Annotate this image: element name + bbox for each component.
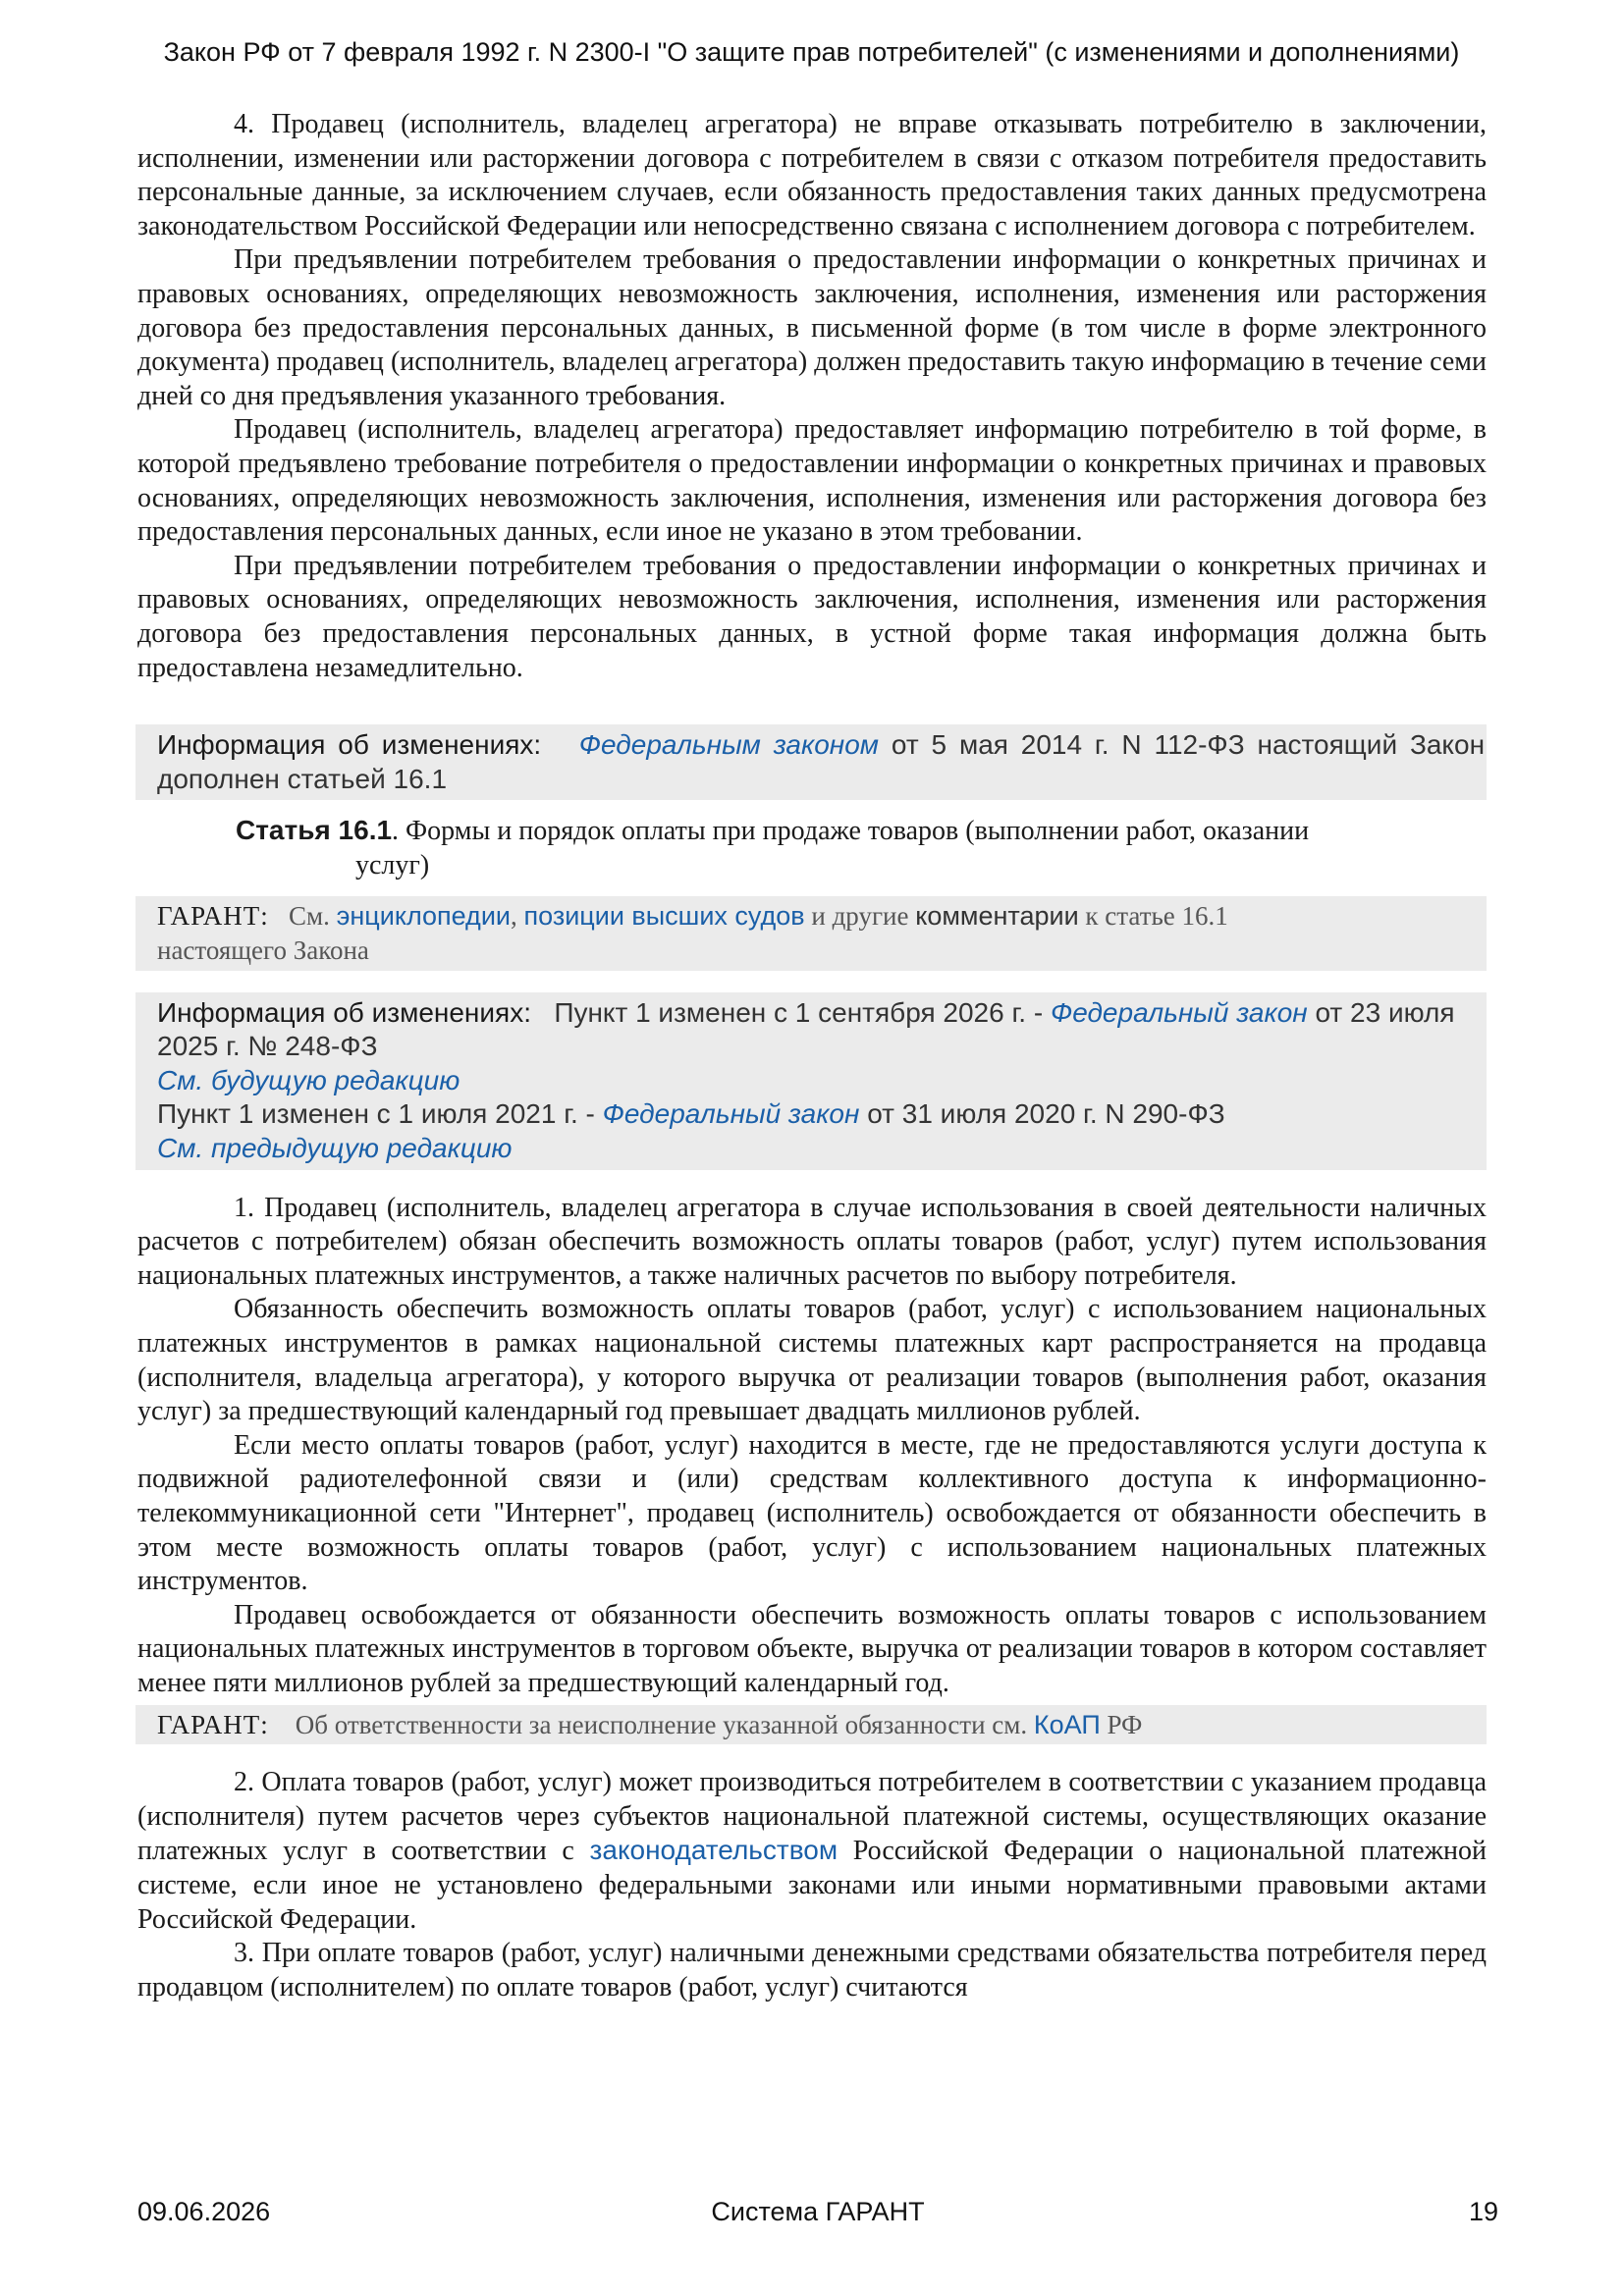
garant-tail: к статье 16.1 [1085, 901, 1228, 932]
paragraph-text: Российской Федерации о национальной платежной системе, если иное не установлено федеральными законами или иными нормативными правовыми актами Российской Федерации. [137, 1836, 1488, 1935]
garant-label: ГАРАНТ: [157, 901, 269, 932]
garant-line2: настоящего Закона [157, 935, 369, 966]
federal-law-link[interactable]: Федеральным законом [578, 729, 879, 761]
paragraph: Продавец (исполнитель, владелец агрегатора) предоставляет информацию потребителю в той форме, в которой предъявлено требование потребителя о предоставлении информации о конкретных причинах и правовых основаниях, определяющих невозможность заключения, исполнения, изменения или расторжения договора без предоставления персональных данных, если иное не указано в этом требовании. [137, 414, 1487, 548]
change-text: Пункт 1 изменен с 1 июля 2021 г. - [157, 1098, 595, 1130]
article-title-continued: услуг) [355, 849, 430, 881]
garant-text: Об ответственности за неисполнение указанной обязанности см. [295, 1709, 1028, 1739]
paragraph-text: 2. Оплата товаров (работ, услуг) может производиться потребителем в соответствии с указанием продавца (исполнителя) путем расчетов через субъектов национальной платежной системы, осуществляющих оказание платежных услуг в соответствии с [137, 1767, 1487, 1867]
page-number: 19 [1468, 2197, 1498, 2226]
paragraph-2 [137, 1766, 1487, 1937]
change-info-label: Информация об изменениях: [157, 996, 531, 1028]
footer-system: Система ГАРАНТ [711, 2197, 925, 2226]
document-body [137, 108, 1487, 2004]
court-positions-link[interactable]: позиции высших судов [523, 901, 805, 932]
legislation-link[interactable]: законодательством [589, 1835, 839, 1866]
paragraph: Продавец освобождается от обязанности обеспечить возможность оплаты товаров с использованием национальных платежных инструментов в торговом объекте, выручка от реализации товаров в котором составляет менее пяти миллионов рублей за предшествующий календарный год. [137, 1599, 1487, 1698]
federal-law-link-2[interactable]: Федеральный закон [602, 1098, 860, 1130]
change-text: Пункт 1 изменен с 1 сентября 2026 г. - [554, 996, 1044, 1028]
paragraph: 1. Продавец (исполнитель, владелец агрегатора в случае использования в своей деятельности наличных расчетов с потребителем) обязан обеспечить возможность оплаты товаров (работ, услуг) путем использования национальных платежных инструментов, а также наличных расчетов по выбору потребителя. [137, 1192, 1487, 1291]
document-header: Закон РФ от 7 февраля 1992 г. N 2300-I "О защите прав потребителей" (с изменениями и дополнениями) [163, 37, 1460, 67]
federal-law-link[interactable]: Федеральный закон [1050, 996, 1308, 1028]
change-text: от 31 июля 2020 г. N 290-ФЗ [867, 1098, 1225, 1130]
garant-label: ГАРАНТ: [157, 1709, 269, 1739]
paragraph: Обязанность обеспечить возможность оплаты товаров (работ, услуг) с использованием национальных платежных инструментов в рамках национальной системы платежных карт распространяется на продавца (исполнителя, владельца агрегатора), у которого выручка от реализации товаров (выполнения работ, оказания услуг) за предшествующий календарный год превышает двадцать миллионов рублей. [137, 1294, 1487, 1427]
garant-tail: РФ [1107, 1709, 1143, 1739]
article-title: . Формы и порядок оплаты при продаже товаров (выполнении работ, оказании [392, 816, 1310, 847]
koap-link[interactable]: КоАП [1033, 1709, 1101, 1739]
footer-date: 09.06.2026 [137, 2197, 271, 2226]
change-info-text: от 5 мая 2014 г. N 112-ФЗ настоящий Закон дополнен статьей 16.1 [157, 729, 1486, 794]
change-info-label: Информация об изменениях: [157, 729, 542, 761]
change-info-block-2 [135, 992, 1487, 1170]
garant-note [135, 896, 1487, 970]
article-number: Статья 16.1 [236, 815, 393, 846]
paragraph: При предъявлении потребителем требования о предоставлении информации о конкретных причинах и правовых основаниях, определяющих невозможность заключения, исполнения, изменения или расторжения договора без предоставления персональных данных, в устной форме такая информация должна быть предоставлена незамедлительно. [137, 550, 1487, 683]
garant-see: См. [288, 901, 330, 932]
previous-edition-link[interactable]: См. предыдущую редакцию [157, 1133, 513, 1164]
garant-and: и другие [811, 901, 909, 932]
future-edition-link[interactable]: См. будущую редакцию [157, 1064, 460, 1095]
comments-link[interactable]: комментарии [915, 901, 1079, 932]
change-info-block [135, 724, 1487, 800]
paragraph: При предъявлении потребителем требования о предоставлении информации о конкретных причинах и правовых основаниях, определяющих невозможность заключения, исполнения, изменения или расторжения договора без предоставления персональных данных, в письменной форме (в том числе в форме электронного документа) продавец (исполнитель, владелец агрегатора) должен предоставить такую информацию в течение семи дней со дня предъявления указанного требования. [137, 244, 1487, 411]
paragraph: 4. Продавец (исполнитель, владелец агрегатора) не вправе отказывать потребителю в заключении, исполнении, изменении или расторжении договора с потребителем в связи с отказом потребителя предоставить персональные данные, за исключением случаев, если обязанность предоставления таких данных предусмотрена законодательством Российской Федерации или непосредственно связана с исполнением договора с потребителем. [137, 109, 1487, 241]
change-text: от 23 июля 2025 г. № 248-ФЗ [157, 996, 1455, 1062]
paragraph: Если место оплаты товаров (работ, услуг) находится в месте, где не предоставляются услуги доступа к подвижной радиотелефонной связи и (или) средствам коллективного доступа к информационно-телекоммуникационной сети "Интернет", продавец (исполнитель) освобождается от обязанности обеспечить в этом месте возможность оплаты товаров (работ, услуг) с использованием национальных платежных инструментов. [137, 1429, 1487, 1597]
encyclopedia-link[interactable]: энциклопедии [336, 901, 511, 932]
comma: , [510, 901, 517, 932]
garant-note-2 [135, 1705, 1487, 1745]
paragraph-3: 3. При оплате товаров (работ, услуг) наличными денежными средствами обязательства потребителя перед продавцом (исполнителем) по оплате товаров (работ, услуг) считаются [137, 1938, 1487, 2002]
article-heading [137, 814, 1487, 882]
